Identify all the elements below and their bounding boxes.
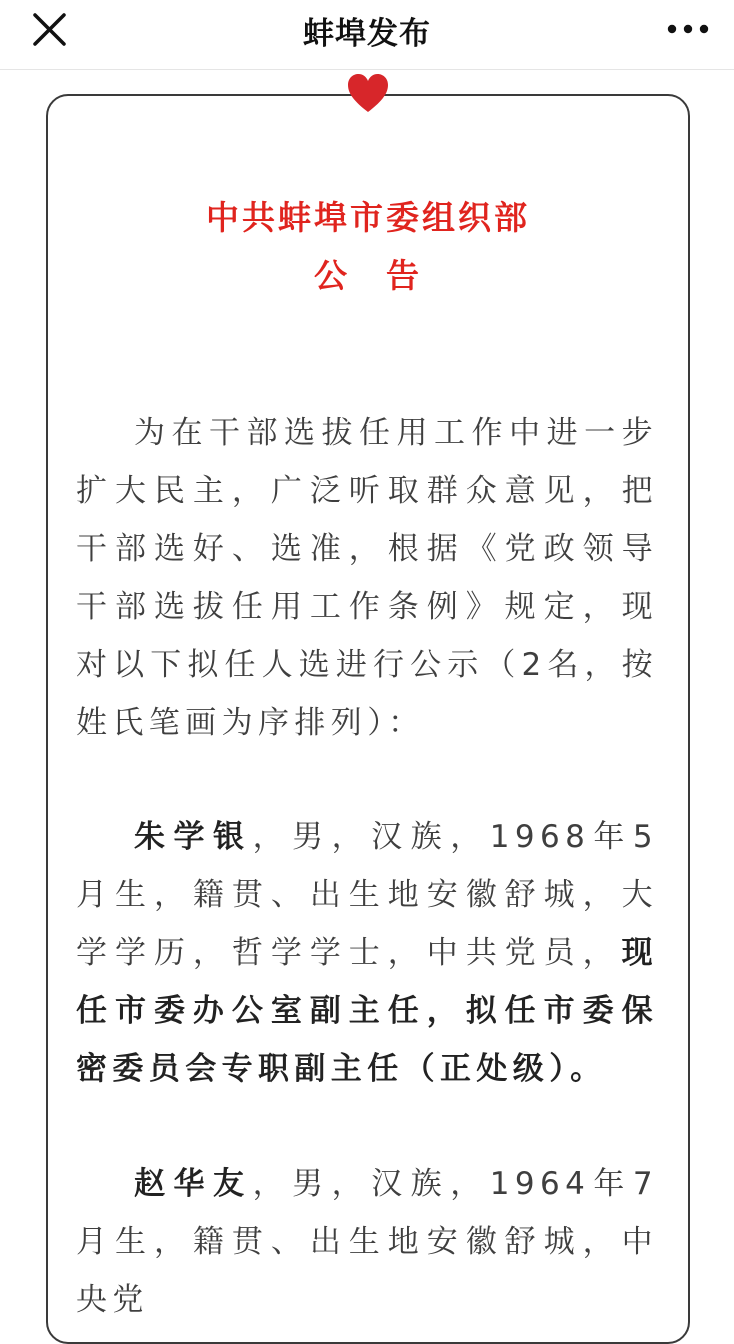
intro-paragraph: 为在干部选拔任用工作中进一步扩大民主，广泛听取群众意见，把干部选好、选准，根据《党政领导干部选拔任用工作条例》规定，现对以下拟任人选进行公示（2名，按姓氏笔画为序排列）： <box>76 415 658 741</box>
organization-title: 中共蚌埠市委组织部 <box>206 198 530 237</box>
article-content <box>0 70 734 1318</box>
notice-title: 公 告 <box>314 256 422 295</box>
top-navigation-bar <box>0 0 734 70</box>
more-icon <box>666 14 710 44</box>
heart-icon <box>347 74 389 114</box>
page-title: 蚌埠发布 <box>303 16 431 52</box>
candidate-paragraph <box>76 1155 658 1329</box>
more-options-button[interactable] <box>666 14 710 44</box>
candidate-details: ，男，汉族，1964年7月生，籍贯、出生地安徽舒城，中央党 <box>76 1166 658 1318</box>
candidate-name: 赵华友 <box>134 1166 253 1202</box>
candidate-paragraph <box>76 808 658 1098</box>
candidate-details: ，男，汉族，1968年5月生，籍贯、出生地安徽舒城，大学学历，哲学学士，中共党员， <box>76 819 658 971</box>
candidate-name: 朱学银 <box>134 819 253 855</box>
candidate-position: 现任市委办公室副主任，拟任市委保密委员会专职副主任（正处级）。 <box>76 935 658 1087</box>
